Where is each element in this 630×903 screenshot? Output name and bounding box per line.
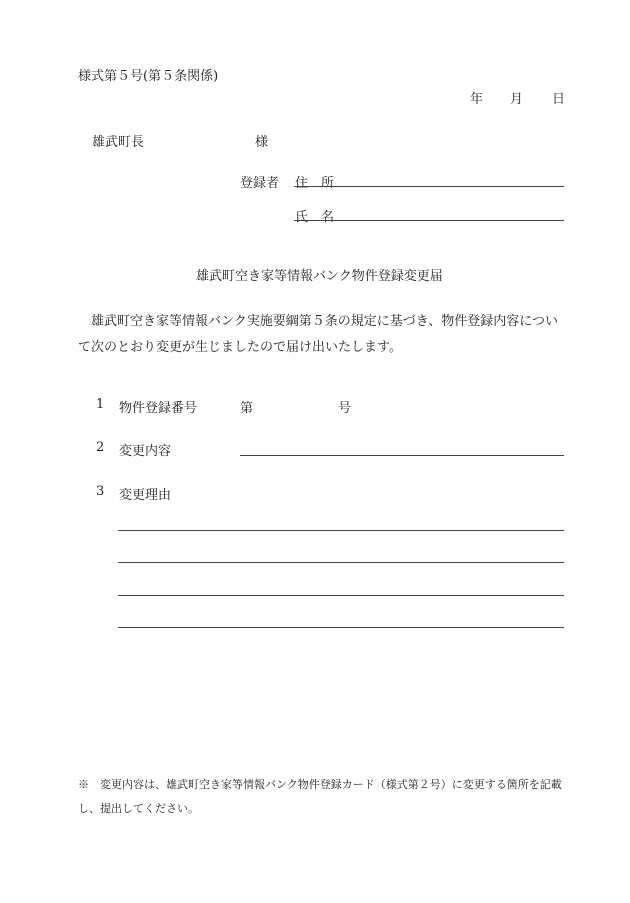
date-day: 日 — [552, 92, 566, 107]
change-reason-line-2[interactable] — [118, 562, 564, 563]
name-field[interactable] — [294, 220, 564, 221]
item-1-prefix: 第 — [240, 401, 254, 416]
change-reason-line-3[interactable] — [118, 595, 564, 596]
change-reason-line-4[interactable] — [118, 627, 564, 628]
name-label: 氏 名 — [295, 210, 335, 225]
addressee-name: 雄武町長 — [92, 135, 145, 150]
date-year: 年 — [470, 92, 484, 107]
item-2-number: 2 — [96, 440, 105, 455]
item-2-label: 変更内容 — [119, 444, 172, 459]
change-content-field[interactable] — [240, 455, 564, 456]
document-title: 雄武町空き家等情報バンク物件登録変更届 — [196, 269, 443, 284]
item-1-number: 1 — [96, 397, 105, 412]
addressee-honorific: 様 — [255, 135, 269, 150]
address-field[interactable] — [294, 186, 564, 187]
item-1-suffix: 号 — [338, 401, 352, 416]
item-3-number: 3 — [96, 484, 105, 499]
change-reason-line-1[interactable] — [118, 530, 564, 531]
form-label: 様式第５号(第５条関係) — [78, 69, 219, 84]
address-label: 住 所 — [295, 176, 335, 191]
item-3-label: 変更理由 — [119, 488, 172, 503]
date-month: 月 — [510, 92, 524, 107]
registrant-label: 登録者 — [240, 176, 280, 191]
body-text: 雄武町空き家等情報バンク実施要綱第５条の規定に基づき、物件登録内容について次のとおり変更が生じましたので届け出いたします。 — [78, 314, 558, 355]
footnote: ※ 変更内容は、雄武町空き家等情報バンク物件登録カード（様式第２号）に変更する箇所を記載し、提出してください。 — [78, 778, 562, 815]
item-1-label: 物件登録番号 — [119, 401, 198, 416]
